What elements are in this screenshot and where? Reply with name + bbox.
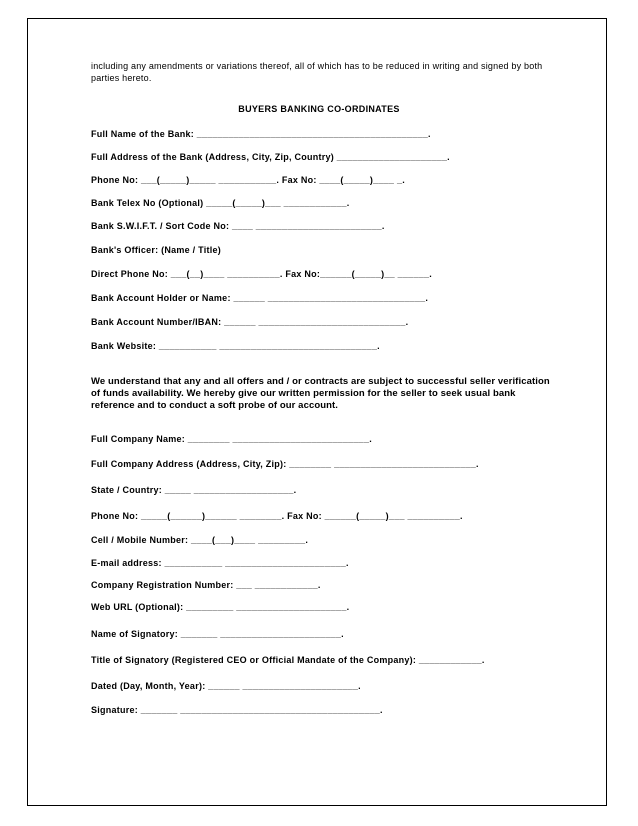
intro-text: including any amendments or variations thereof, all of which has to be reduced in writing and signed by both parties hereto. (91, 61, 543, 83)
bank-swift-field[interactable]: Bank S.W.I.F.T. / Sort Code No: ____ ________________________. (91, 221, 385, 231)
signatory-title-field[interactable]: Title of Signatory (Registered CEO or Official Mandate of the Company): ____________. (91, 655, 485, 665)
permission-paragraph: We understand that any and all offers and / or contracts are subject to successful seller verification of funds availability. We hereby give our written permission for the seller to seek usual bank reference and to conduct a soft probe of our account. (91, 376, 550, 411)
bank-telex-field[interactable]: Bank Telex No (Optional) _____(_____)___ ____________. (91, 198, 350, 208)
email-field[interactable]: E-mail address: ___________ _______________________. (91, 558, 349, 568)
registration-number-field[interactable]: Company Registration Number: ___ ____________. (91, 580, 321, 590)
bank-website-field[interactable]: Bank Website: ___________ ______________________________. (91, 341, 380, 351)
section-heading: BUYERS BANKING CO-ORDINATES (238, 104, 400, 114)
bank-address-field[interactable]: Full Address of the Bank (Address, City, Zip, Country) _____________________. (91, 152, 450, 162)
account-number-field[interactable]: Bank Account Number/IBAN: ______ ____________________________. (91, 317, 409, 327)
bank-officer-field[interactable]: Bank's Officer: (Name / Title) (91, 245, 222, 255)
bank-direct-phone-field[interactable]: Direct Phone No: ___(__)____ __________. Fax No:______(_____)__ ______. (91, 269, 432, 279)
company-phone-fax-field[interactable]: Phone No: _____(______)______ ________. Fax No: ______(_____)___ __________. (91, 511, 463, 521)
company-address-field[interactable]: Full Company Address (Address, City, Zip): ________ ___________________________. (91, 459, 479, 469)
cell-number-field[interactable]: Cell / Mobile Number: ____(___)____ _________. (91, 535, 309, 545)
state-country-field[interactable]: State / Country: _____ ___________________. (91, 485, 297, 495)
bank-phone-fax-field[interactable]: Phone No: ___(_____)_____ ___________. Fax No: ____(_____)____ _. (91, 175, 405, 185)
bank-name-field[interactable]: Full Name of the Bank: ____________________________________________. (91, 129, 431, 139)
web-url-field[interactable]: Web URL (Optional): _________ _____________________. (91, 602, 350, 612)
signature-field[interactable]: Signature: _______ ______________________________________. (91, 705, 383, 715)
dated-field[interactable]: Dated (Day, Month, Year): ______ ______________________. (91, 681, 361, 691)
company-name-field[interactable]: Full Company Name: ________ __________________________. (91, 434, 372, 444)
account-holder-field[interactable]: Bank Account Holder or Name: ______ ______________________________. (91, 293, 429, 303)
signatory-name-field[interactable]: Name of Signatory: _______ _______________________. (91, 629, 344, 639)
